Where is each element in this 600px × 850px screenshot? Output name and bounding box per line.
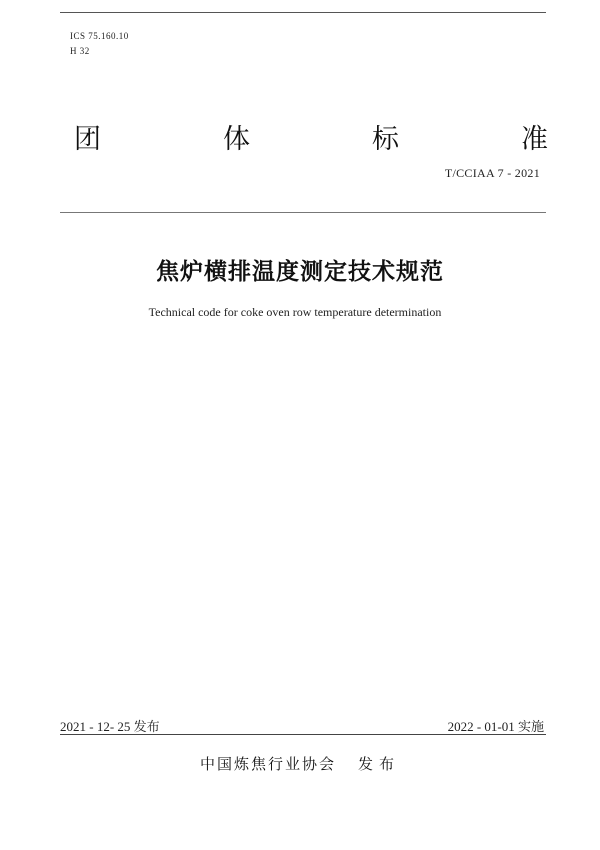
doc-type-char: 体	[223, 124, 250, 155]
footer-divider	[60, 734, 546, 735]
title-chinese: 焦炉横排温度测定技术规范	[156, 259, 444, 285]
publisher-organization: 中国炼焦行业协会	[199, 755, 336, 773]
doc-type-char: 标	[372, 124, 399, 155]
doc-type-char: 准	[521, 124, 548, 155]
publish-label: 发布	[358, 755, 401, 773]
top-divider	[60, 12, 546, 13]
issue-date: 2021 - 12- 25 发布	[60, 719, 160, 734]
publisher-line	[0, 753, 600, 774]
doc-type-char: 团	[74, 124, 101, 155]
document-type-heading	[74, 117, 548, 156]
ics-code: ICS 75.160.10	[70, 31, 129, 41]
header-divider	[60, 212, 546, 213]
standard-number: T/CCIAA 7 - 2021	[444, 166, 540, 180]
title-english: Technical code for coke oven row temperature determination	[148, 305, 442, 319]
implementation-date: 2022 - 01-01 实施	[447, 719, 544, 734]
ccs-code: H 32	[70, 46, 90, 56]
